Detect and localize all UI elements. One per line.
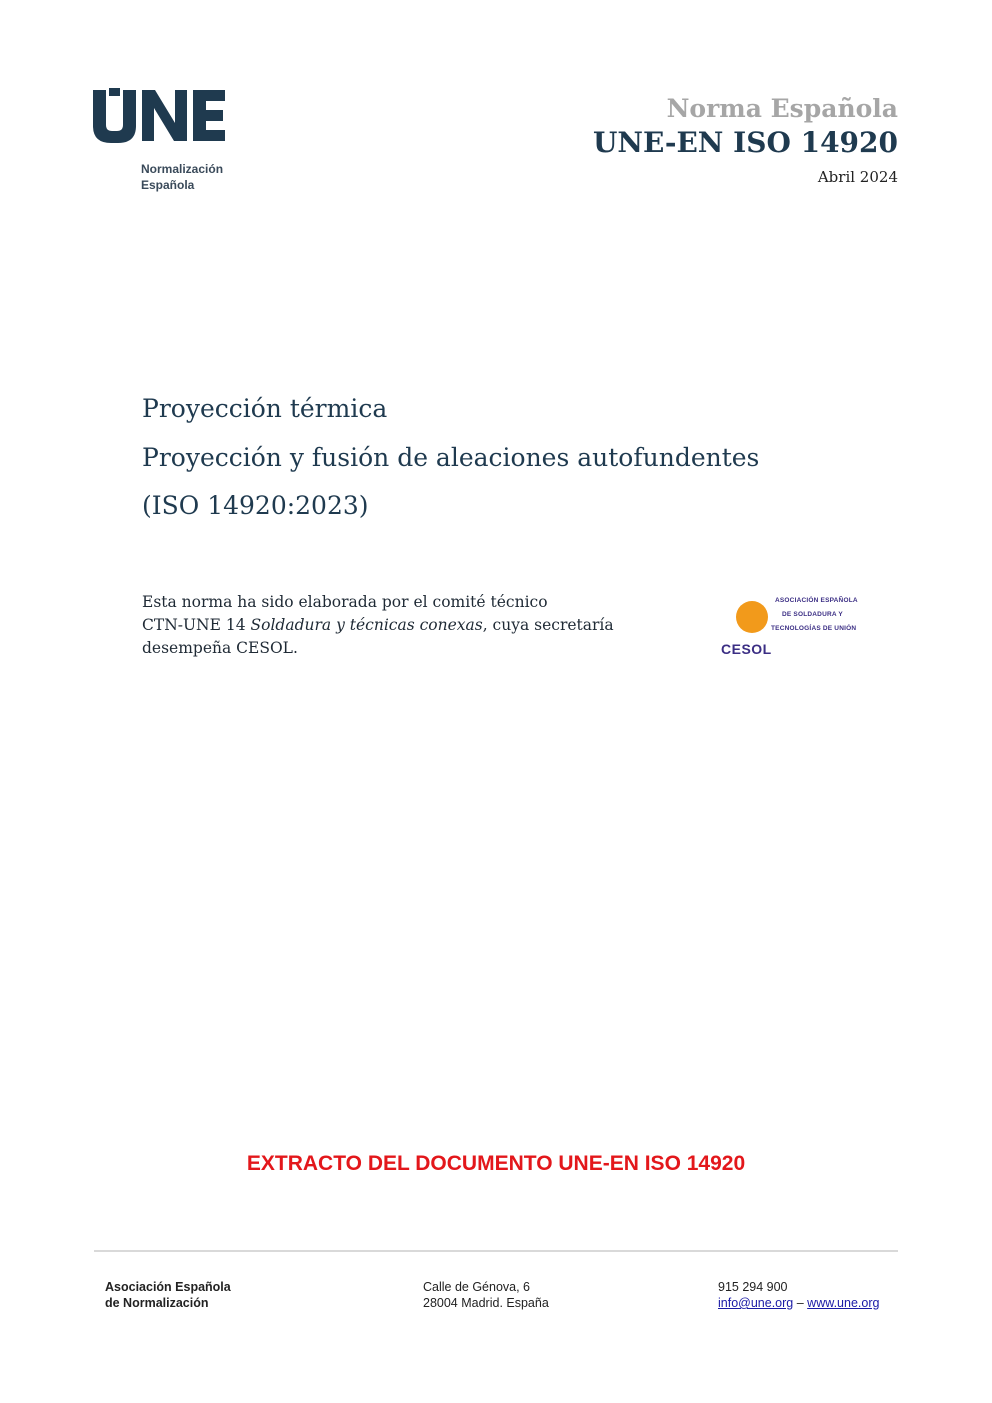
email-link[interactable]: info@une.org bbox=[718, 1296, 794, 1310]
cesol-logo bbox=[719, 594, 869, 660]
footer-org-line1: Asociación Española bbox=[105, 1280, 231, 1294]
committee-code: CTN-UNE 14 bbox=[142, 616, 251, 634]
committee-line-1: Esta norma ha sido elaborada por el comité técnico bbox=[142, 593, 548, 611]
footer-org-line2: de Normalización bbox=[105, 1296, 209, 1310]
cesol-text-line2: DE SOLDADURA Y bbox=[782, 611, 843, 618]
logo-subtitle-line1: Normalización bbox=[141, 162, 224, 176]
footer-links bbox=[718, 1295, 879, 1311]
website-link[interactable]: www.une.org bbox=[807, 1296, 880, 1310]
une-wordmark-icon bbox=[92, 88, 242, 148]
title-line-1: Proyección térmica bbox=[142, 394, 388, 423]
committee-name: Soldadura y técnicas conexas bbox=[250, 616, 483, 634]
footer-contact bbox=[718, 1279, 879, 1311]
footer-address bbox=[423, 1279, 549, 1311]
extract-banner: EXTRACTO DEL DOCUMENTO UNE-EN ISO 14920 bbox=[246, 1152, 746, 1175]
title-line-2: Proyección y fusión de aleaciones autofundentes bbox=[142, 442, 760, 472]
footer-divider bbox=[94, 1250, 898, 1252]
standard-number: UNE-EN ISO 14920 bbox=[592, 126, 898, 159]
footer-address-line2: 28004 Madrid. España bbox=[423, 1296, 549, 1310]
footer-separator: – bbox=[796, 1296, 804, 1310]
committee-line-2-suffix: , cuya secretaría bbox=[482, 616, 614, 634]
publication-date: Abril 2024 bbox=[817, 168, 898, 186]
footer-organization bbox=[105, 1279, 231, 1311]
committee-line-2 bbox=[142, 614, 702, 637]
cesol-name: CESOL bbox=[721, 641, 772, 657]
footer-phone: 915 294 900 bbox=[718, 1280, 788, 1294]
document-title bbox=[142, 385, 759, 531]
title-line-3: (ISO 14920:2023) bbox=[142, 491, 369, 520]
footer-address-line1: Calle de Génova, 6 bbox=[423, 1280, 531, 1294]
committee-line-3: desempeña CESOL. bbox=[142, 639, 298, 657]
une-logo bbox=[92, 88, 242, 198]
cesol-text-line3: TECNOLOGÍAS DE UNIÓN bbox=[771, 625, 857, 632]
logo-subtitle-line2: Española bbox=[141, 178, 195, 192]
document-header bbox=[593, 94, 898, 186]
cesol-emblem-icon bbox=[719, 594, 779, 644]
norma-label: Norma Española bbox=[666, 94, 898, 123]
committee-statement bbox=[142, 591, 702, 660]
cesol-text-line1: ASOCIACIÓN ESPAÑOLA bbox=[775, 597, 858, 604]
